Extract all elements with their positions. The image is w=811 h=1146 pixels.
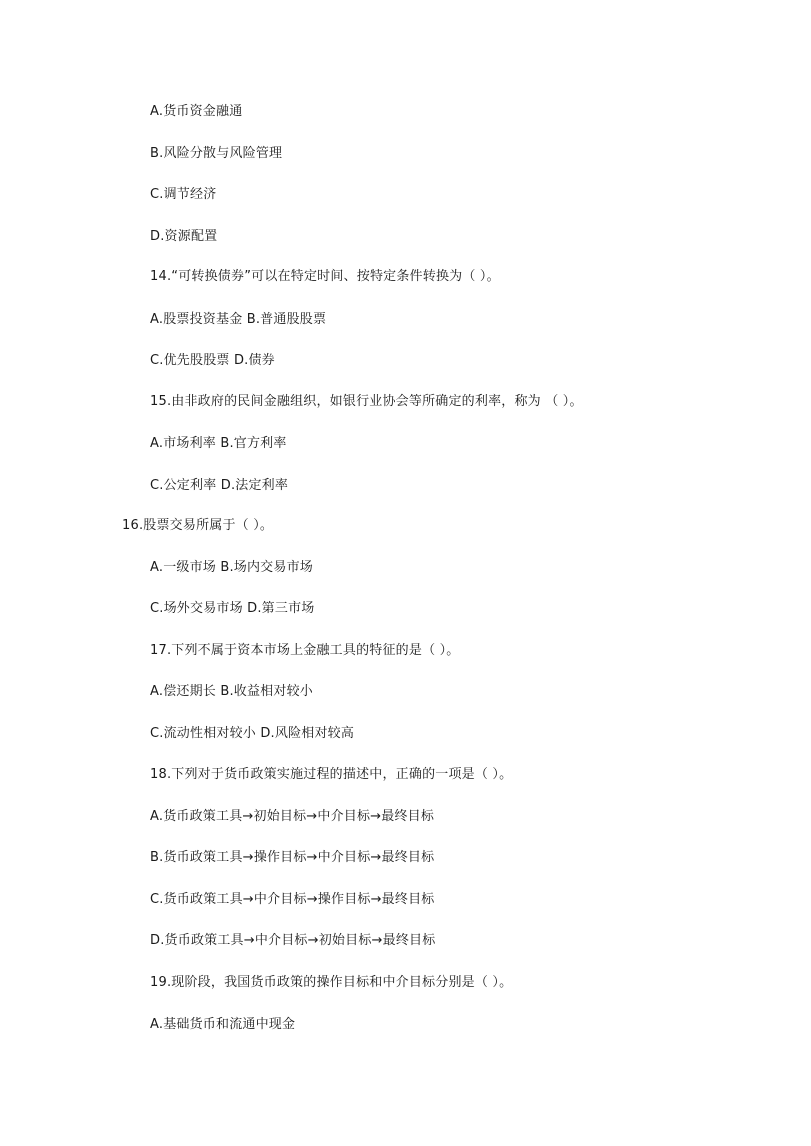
options-cd-q14: C.优先股股票 D.债券 — [150, 353, 275, 368]
options-ab-q17: A.偿还期长 B.收益相对较小 — [150, 684, 313, 699]
option-b-q18: B.货币政策工具→操作目标→中介目标→最终目标 — [150, 850, 435, 865]
options-ab-q15: A.市场利率 B.官方利率 — [150, 436, 287, 451]
options-cd-q17: C.流动性相对较小 D.风险相对较高 — [150, 726, 355, 741]
question-14: 14.“可转换债券”可以在特定时间、按特定条件转换为（ ）。 — [150, 269, 500, 284]
option-c-q18: C.货币政策工具→中介目标→操作目标→最终目标 — [150, 892, 435, 907]
options-cd-q15: C.公定利率 D.法定利率 — [150, 478, 289, 493]
options-cd-q16: C.场外交易市场 D.第三市场 — [150, 601, 315, 616]
question-15: 15.由非政府的民间金融组织，如银行业协会等所确定的利率，称为 （ ）。 — [150, 394, 583, 409]
option-c-q13: C.调节经济 — [150, 187, 217, 202]
options-ab-q16: A.一级市场 B.场内交易市场 — [150, 560, 313, 575]
option-d-q18: D.货币政策工具→中介目标→初始目标→最终目标 — [150, 933, 436, 948]
question-18: 18.下列对于货币政策实施过程的描述中，正确的一项是（ ）。 — [150, 767, 513, 782]
option-a-q18: A.货币政策工具→初始目标→中介目标→最终目标 — [150, 809, 435, 824]
question-17: 17.下列不属于资本市场上金融工具的特征的是（ ）。 — [150, 643, 460, 658]
options-ab-q14: A.股票投资基金 B.普通股股票 — [150, 312, 327, 327]
question-16: 16.股票交易所属于（ ）。 — [122, 518, 274, 533]
option-a-q19: A.基础货币和流通中现金 — [150, 1017, 296, 1032]
option-b-q13: B.风险分散与风险管理 — [150, 146, 283, 161]
option-a-q13: A.货币资金融通 — [150, 104, 243, 119]
question-19: 19.现阶段，我国货币政策的操作目标和中介目标分别是（ ）。 — [150, 975, 513, 990]
option-d-q13: D.资源配置 — [150, 229, 218, 244]
